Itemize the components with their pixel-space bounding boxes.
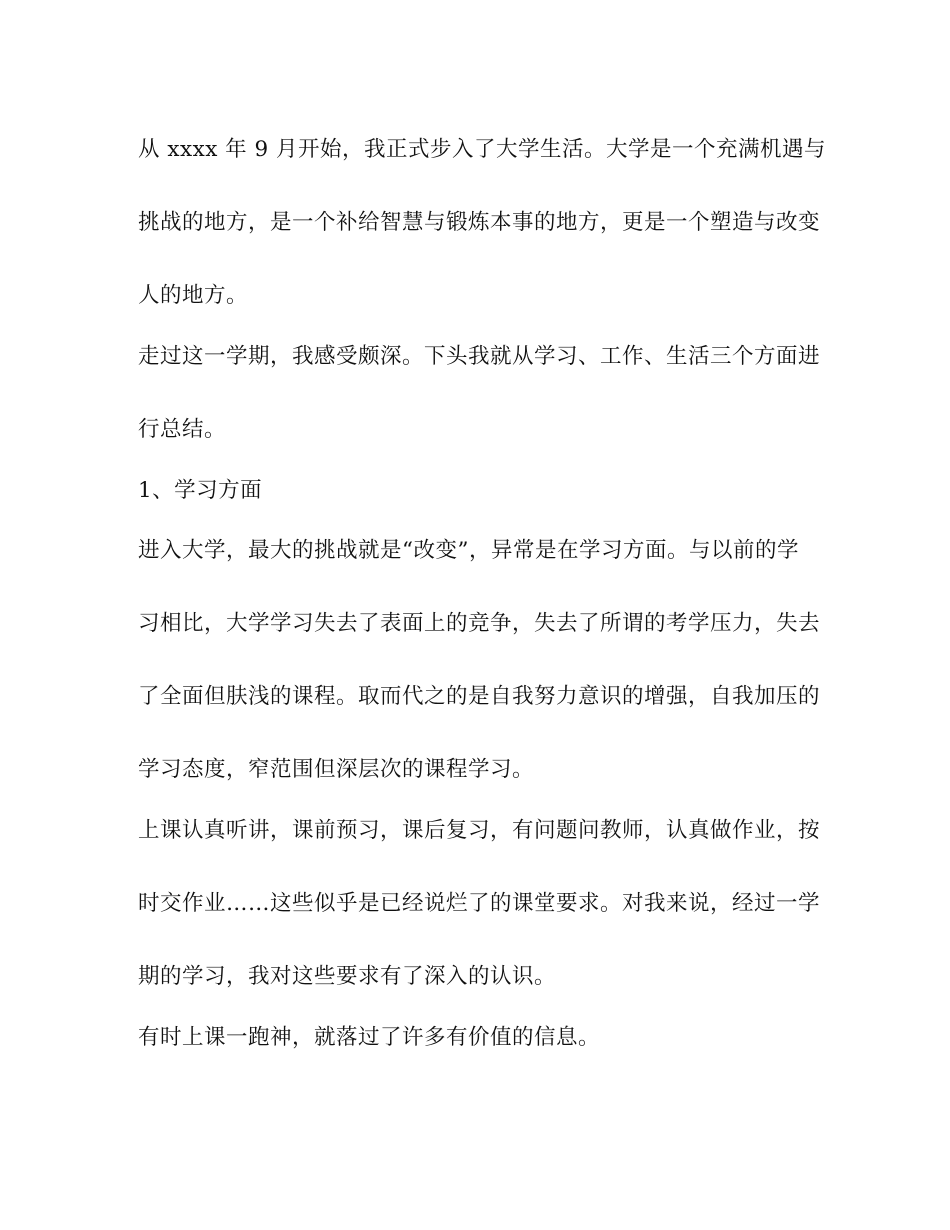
text-line: 上课认真听讲，课前预习，课后复习，有问题问教师，认真做作业，按: [138, 818, 821, 843]
text-line: 时交作业……这些似乎是已经说烂了的课堂要求。对我来说，经过一学: [138, 891, 821, 916]
section-heading: 1、学习方面: [138, 478, 263, 503]
text-line: 挑战的地方，是一个补给智慧与锻炼本事的地方，更是一个塑造与改变: [138, 210, 821, 235]
text-line: 期的学习，我对这些要求有了深入的认识。: [138, 964, 557, 989]
text-line: 进入大学，最大的挑战就是“改变”，异常是在学习方面。与以前的学: [138, 538, 799, 563]
text-line: 行总结。: [138, 417, 227, 442]
text-line: 人的地方。: [138, 283, 249, 308]
text-line: 有时上课一跑神，就落过了许多有价值的信息。: [138, 1025, 601, 1050]
text-line: 学习态度，窄范围但深层次的课程学习。: [138, 757, 535, 782]
text-line: 走过这一学期，我感受颇深。下头我就从学习、工作、生活三个方面进: [138, 344, 821, 369]
text-line: 习相比，大学学习失去了表面上的竞争，失去了所谓的考学压力，失去: [138, 611, 821, 636]
text-line: 从 xxxx 年 9 月开始，我正式步入了大学生活。大学是一个充满机遇与: [138, 137, 827, 162]
text-line: 了全面但肤浅的课程。取而代之的是自我努力意识的增强，自我加压的: [138, 684, 821, 709]
